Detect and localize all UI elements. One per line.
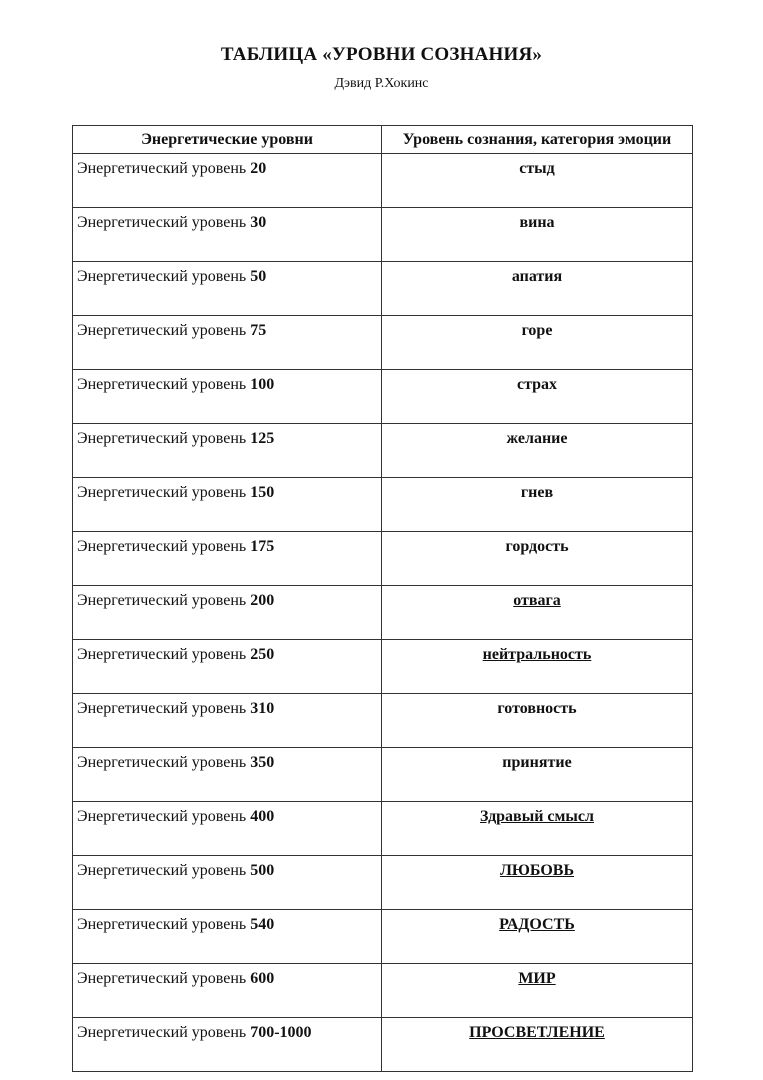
- energy-level-cell: [73, 748, 382, 802]
- energy-level-prefix: Энергетический уровень: [77, 646, 247, 663]
- energy-level-cell: [73, 586, 382, 640]
- table-row: [73, 910, 693, 964]
- energy-level-cell: [73, 262, 382, 316]
- energy-level-cell: [73, 532, 382, 586]
- header-energy-levels: Энергетические уровни: [73, 126, 382, 154]
- energy-level-prefix: Энергетический уровень: [77, 808, 247, 825]
- energy-level-cell: [73, 478, 382, 532]
- energy-level-prefix: Энергетический уровень: [77, 376, 247, 393]
- energy-level-prefix: Энергетический уровень: [77, 592, 247, 609]
- table-row: [73, 802, 693, 856]
- emotion-label: МИР: [518, 970, 556, 987]
- table-row: [73, 208, 693, 262]
- emotion-cell: [382, 748, 693, 802]
- energy-level-cell: [73, 154, 382, 208]
- emotion-label: гордость: [505, 538, 569, 555]
- emotion-label: горе: [521, 322, 553, 339]
- table-body: [73, 154, 693, 1072]
- emotion-label: желание: [506, 430, 568, 447]
- emotion-cell: [382, 694, 693, 748]
- table-row: [73, 478, 693, 532]
- energy-level-prefix: Энергетический уровень: [77, 214, 247, 231]
- emotion-label: ЛЮБОВЬ: [499, 862, 575, 879]
- energy-level-value: 310: [250, 700, 275, 717]
- energy-level-cell: [73, 910, 382, 964]
- table-row: [73, 262, 693, 316]
- energy-level-value: 50: [250, 268, 267, 285]
- energy-level-cell: [73, 316, 382, 370]
- energy-level-value: 20: [250, 160, 267, 177]
- table-row: [73, 964, 693, 1018]
- emotion-label: апатия: [511, 268, 563, 285]
- table-row: [73, 424, 693, 478]
- emotion-cell: [382, 154, 693, 208]
- energy-level-value: 600: [250, 970, 275, 987]
- table-row: [73, 694, 693, 748]
- energy-level-value: 500: [250, 862, 275, 879]
- table-row: [73, 370, 693, 424]
- emotion-cell: [382, 208, 693, 262]
- emotion-label: гнев: [520, 484, 554, 501]
- table-row: [73, 586, 693, 640]
- emotion-label: готовность: [497, 700, 577, 717]
- energy-level-cell: [73, 802, 382, 856]
- emotion-label: отвага: [513, 592, 561, 609]
- energy-level-value: 400: [250, 808, 275, 825]
- emotion-cell: [382, 802, 693, 856]
- energy-level-value: 100: [250, 376, 275, 393]
- table-row: [73, 532, 693, 586]
- emotion-label: принятие: [502, 754, 572, 771]
- energy-level-value: 200: [250, 592, 275, 609]
- table-row: [73, 1018, 693, 1072]
- energy-level-prefix: Энергетический уровень: [77, 754, 247, 771]
- energy-level-prefix: Энергетический уровень: [77, 862, 247, 879]
- energy-level-prefix: Энергетический уровень: [77, 700, 247, 717]
- emotion-label: ПРОСВЕТЛЕНИЕ: [469, 1024, 605, 1041]
- emotion-cell: [382, 478, 693, 532]
- energy-level-cell: [73, 694, 382, 748]
- table-row: [73, 640, 693, 694]
- emotion-cell: [382, 910, 693, 964]
- emotion-label: стыд: [519, 160, 555, 177]
- emotion-cell: [382, 1018, 693, 1072]
- energy-level-value: 250: [250, 646, 275, 663]
- energy-level-cell: [73, 1018, 382, 1072]
- energy-level-cell: [73, 964, 382, 1018]
- energy-level-value: 540: [250, 916, 275, 933]
- header-consciousness-level: Уровень сознания, категория эмоции: [382, 126, 693, 154]
- emotion-cell: [382, 640, 693, 694]
- energy-level-value: 175: [250, 538, 275, 555]
- energy-level-prefix: Энергетический уровень: [77, 538, 247, 555]
- emotion-label: РАДОСТЬ: [499, 916, 575, 933]
- emotion-label: страх: [516, 376, 558, 393]
- energy-level-prefix: Энергетический уровень: [77, 322, 247, 339]
- emotion-cell: [382, 424, 693, 478]
- emotion-cell: [382, 262, 693, 316]
- emotion-cell: [382, 586, 693, 640]
- emotion-label: вина: [519, 214, 555, 231]
- table-header-row: [73, 126, 693, 154]
- energy-level-value: 350: [250, 754, 275, 771]
- energy-level-prefix: Энергетический уровень: [77, 268, 247, 285]
- energy-level-cell: [73, 640, 382, 694]
- energy-level-cell: [73, 208, 382, 262]
- energy-level-prefix: Энергетический уровень: [77, 916, 247, 933]
- energy-level-value: 75: [250, 322, 267, 339]
- emotion-label: Здравый смысл: [480, 808, 594, 825]
- emotion-label: нейтральность: [482, 646, 592, 663]
- page-title: ТАБЛИЦА «УРОВНИ СОЗНАНИЯ»: [220, 44, 543, 65]
- table-row: [73, 748, 693, 802]
- emotion-cell: [382, 964, 693, 1018]
- emotion-cell: [382, 316, 693, 370]
- energy-level-value: 150: [250, 484, 275, 501]
- energy-level-prefix: Энергетический уровень: [77, 484, 247, 501]
- page-author: Дэвид Р.Хокинс: [334, 76, 429, 91]
- energy-level-cell: [73, 370, 382, 424]
- table-row: [73, 154, 693, 208]
- energy-level-prefix: Энергетический уровень: [77, 970, 247, 987]
- table-row: [73, 856, 693, 910]
- emotion-cell: [382, 370, 693, 424]
- energy-level-value: 700-1000: [250, 1024, 312, 1041]
- table-row: [73, 316, 693, 370]
- emotion-cell: [382, 532, 693, 586]
- energy-level-cell: [73, 424, 382, 478]
- energy-level-value: 125: [250, 430, 275, 447]
- levels-table: [72, 125, 693, 1072]
- energy-level-prefix: Энергетический уровень: [77, 160, 247, 177]
- energy-level-prefix: Энергетический уровень: [77, 430, 247, 447]
- energy-level-value: 30: [250, 214, 267, 231]
- energy-level-prefix: Энергетический уровень: [77, 1024, 247, 1041]
- emotion-cell: [382, 856, 693, 910]
- energy-level-cell: [73, 856, 382, 910]
